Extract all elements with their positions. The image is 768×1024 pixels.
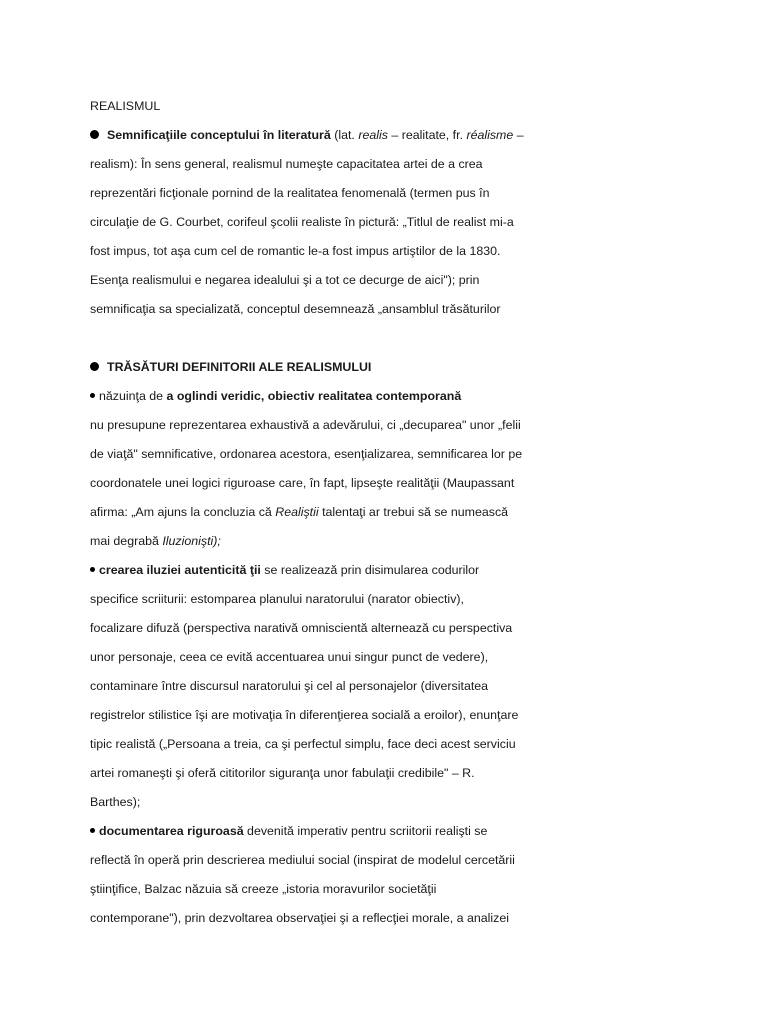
paragraph-line: registrelor stilistice îşi are motivaţia în diferenţierea socială a eroilor), enunţare xyxy=(90,708,519,722)
text-run: mai degrabă xyxy=(90,534,163,548)
italic-term: réalisme xyxy=(466,128,514,142)
paragraph-line xyxy=(90,527,530,556)
text-run: – realitate, fr. xyxy=(387,128,467,142)
point1-heading: a oglindi veridic, obiectiv realitatea contemporană xyxy=(166,389,462,403)
text-run: afirma: „Am ajuns la concluzia că xyxy=(90,505,276,519)
text-run: se realizează prin disimularea codurilor xyxy=(260,563,480,577)
paragraph-line: nu presupune reprezentarea exhaustivă a adevărului, ci „decuparea" unor „felii xyxy=(90,418,521,432)
paragraph-line: fost impus, tot aşa cum cel de romantic le-a fost impus artiştilor de la 1830. xyxy=(90,244,501,258)
paragraph-line: artei romaneşti şi oferă cititorilor siguranţa unor fabulaţii credibile" – R. xyxy=(90,766,475,780)
paragraph-line: coordonatele unei logici riguroase care, în fapt, lipseşte realităţii (Maupassant xyxy=(90,476,515,490)
point3-heading: documentarea riguroasă xyxy=(99,824,244,838)
document-title: REALISMUL xyxy=(90,99,161,113)
section1-heading: Semnificaţiile conceptului în literatură xyxy=(107,128,331,142)
paragraph-line xyxy=(90,498,530,527)
paragraph-line: semnificaţia sa specializată, conceptul desemnează „ansamblul trăsăturilor xyxy=(90,302,501,316)
paragraph-line: reflectă în operă prin descrierea mediului social (inspirat de modelul cercetării xyxy=(90,853,515,867)
paragraph-line: tipic realistă („Persoana a treia, ca şi perfectul simplu, face deci acest serviciu xyxy=(90,737,516,751)
point2-heading: crearea iluziei autenticită ţii xyxy=(99,563,261,577)
small-bullet-icon xyxy=(90,828,95,833)
paragraph-line: circulaţie de G. Courbet, corifeul şcolii realiste în pictură: „Titlul de realist mi-a xyxy=(90,215,514,229)
bullet-icon xyxy=(90,130,99,139)
text-run: – xyxy=(513,128,524,142)
text-run: (lat. xyxy=(330,128,359,142)
point1-first-line xyxy=(90,382,530,411)
point3-first-line xyxy=(90,817,530,846)
italic-term: realis xyxy=(358,128,388,142)
document-page xyxy=(90,92,530,933)
point2-first-line xyxy=(90,556,530,585)
section1-first-line xyxy=(90,121,530,150)
section2-heading-line xyxy=(90,353,530,382)
text-run: devenită imperativ pentru scriitorii realişti se xyxy=(243,824,488,838)
bullet-icon xyxy=(90,362,99,371)
small-bullet-icon xyxy=(90,393,95,398)
paragraph-line: unor personaje, ceea ce evită accentuarea unui singur punct de vedere), xyxy=(90,650,489,664)
paragraph-line: contemporane"), prin dezvoltarea observaţiei şi a reflecţiei morale, a analizei xyxy=(90,911,510,925)
italic-term: Iluzionişti); xyxy=(162,534,221,548)
paragraph-line: realism): În sens general, realismul numeşte capacitatea artei de a crea xyxy=(90,157,483,171)
paragraph-line: de viaţă" semnificative, ordonarea acestora, esenţializarea, semnificarea lor pe xyxy=(90,447,523,461)
spacer xyxy=(90,324,530,353)
paragraph-line: Esenţa realismului e negarea idealului şi a tot ce decurge de aici"); prin xyxy=(90,273,480,287)
text-run: năzuinţa de xyxy=(99,389,167,403)
paragraph-line: contaminare între discursul naratorului şi cel al personajelor (diversitatea xyxy=(90,679,489,693)
paragraph-line: ştiinţifice, Balzac năzuia să creeze „istoria moravurilor societăţii xyxy=(90,882,437,896)
italic-term: Realiştii xyxy=(275,505,319,519)
text-run: talentaţi ar trebui să se numească xyxy=(318,505,509,519)
paragraph-line: focalizare difuză (perspectiva narativă omniscientă alternează cu perspectiva xyxy=(90,621,513,635)
section2-heading: TRĂSĂTURI DEFINITORII ALE REALISMULUI xyxy=(107,360,372,374)
small-bullet-icon xyxy=(90,567,95,572)
paragraph-line: Barthes); xyxy=(90,795,141,809)
paragraph-line: specifice scriiturii: estomparea planului naratorului (narator obiectiv), xyxy=(90,592,464,606)
paragraph-line: reprezentări ficţionale pornind de la realitatea fenomenală (termen pus în xyxy=(90,186,490,200)
